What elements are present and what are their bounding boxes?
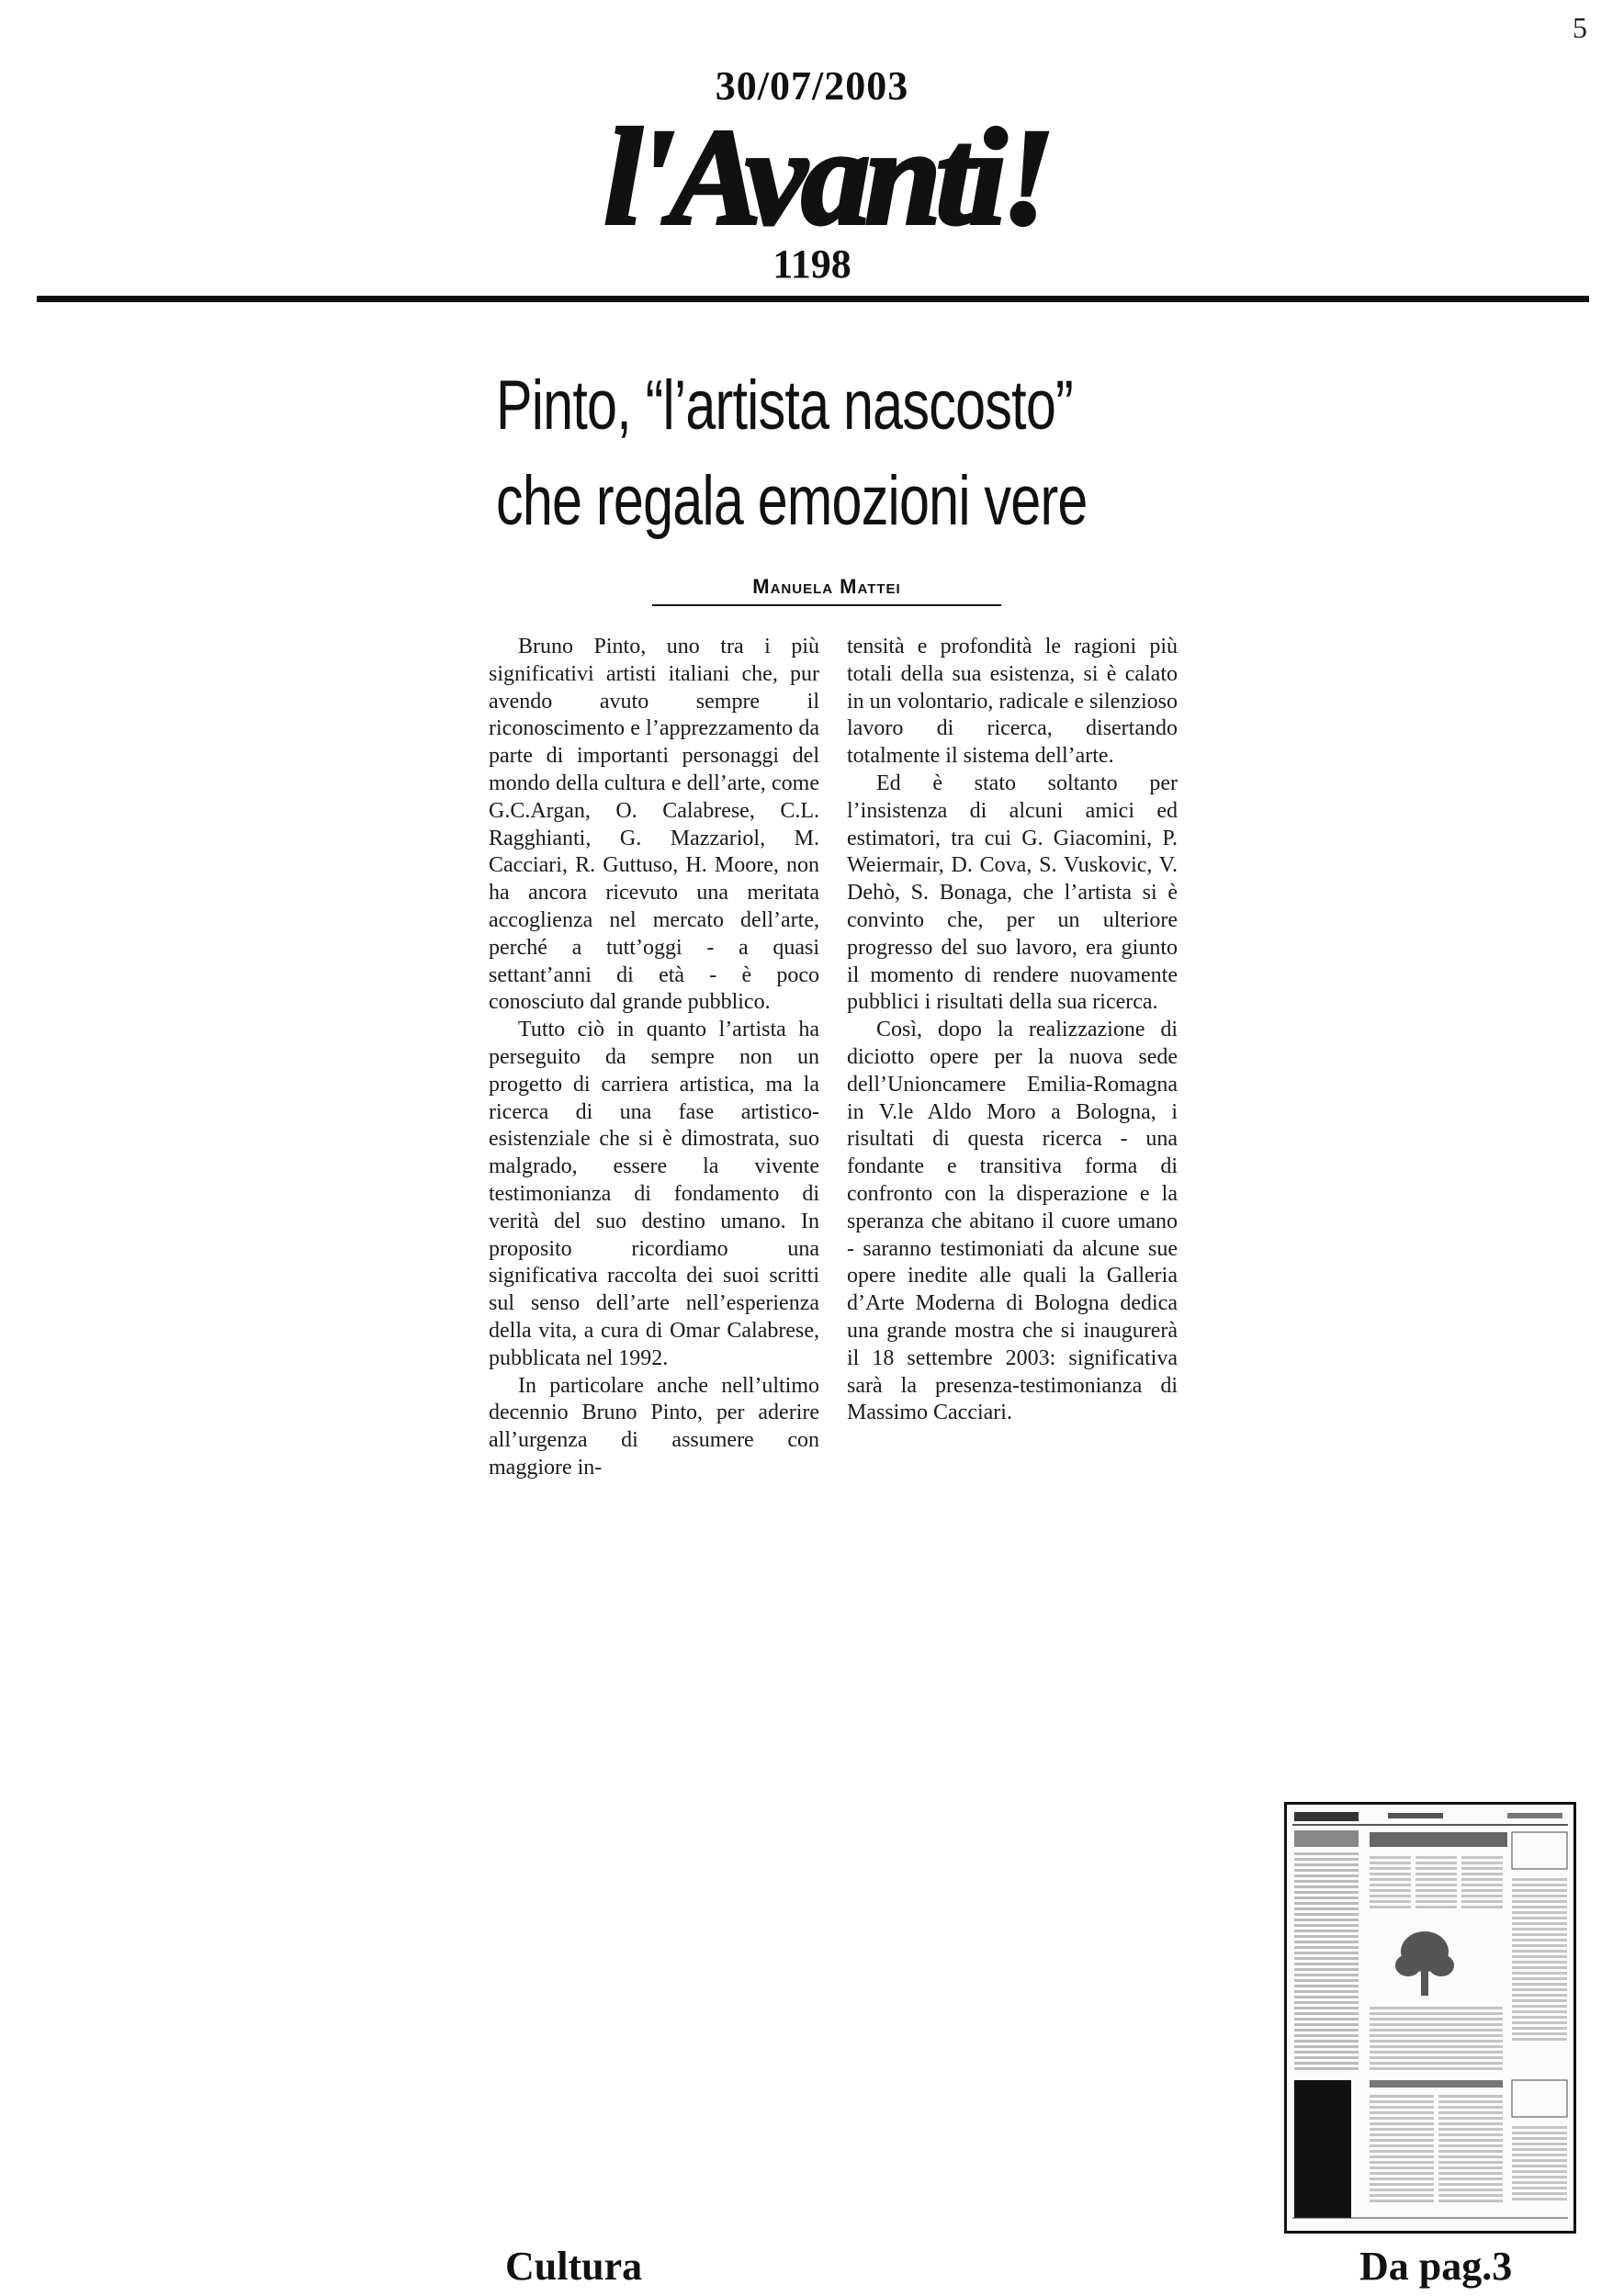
section-label: Cultura [505, 2244, 643, 2289]
page-reference: Da pag.3 [1359, 2244, 1513, 2289]
headline-line-1: Pinto, “l’artista nascosto” [496, 366, 1073, 445]
article-column-right [847, 634, 1178, 1427]
paragraph: Bruno Pinto, uno tra i più significativi artisti italiani che, pur avendo avuto sempre il riconoscimento e l’apprezzamento da parte di importanti personaggi del mondo della cultura e dell’arte, come G.C.Argan, O. Calabrese, C.L. Ragghianti, G. Mazzariol, M. Cacciari, R. Guttuso, H. Moore, non ha ancora ricevuto una meritata accoglienza nel mercato dell’arte, perché a tutt’oggi - a quasi settant’anni di età - è poco conosciuto dal grande pubblico. [489, 635, 819, 1015]
page-number: 5 [1573, 11, 1587, 44]
thumbnail-image [1287, 1805, 1573, 2231]
byline-divider [652, 604, 1001, 606]
article-byline: Manuela Mattei [752, 575, 901, 598]
masthead [0, 96, 1624, 253]
paragraph: tensità e profondità le ragioni più totali della sua esistenza, si è calato in un volontario, radicale e silenzioso lavoro di ricerca, disertando totalmente il sistema dell’arte. [847, 635, 1178, 769]
paragraph: Ed è stato soltanto per l’insistenza di alcuni amici ed estimatori, tra cui G. Giacomini, P. Weiermair, D. Cova, S. Vuskovic, V. Dehò, S. Bonaga, che l’artista si è convinto che, per un ulteriore progresso del suo lavoro, era giunto il momento di rendere nuovamente pubblici i risultati della sua ricerca. [847, 771, 1178, 1015]
masthead-text: l'Avanti! [603, 101, 1050, 253]
article-column-left [489, 634, 819, 1482]
top-divider [37, 296, 1589, 302]
paragraph: Tutto ciò in quanto l’artista ha perseguito da sempre non un progetto di carriera artistica, ma la ricerca di una fase artistico-esistenziale che si è dimostrata, suo malgrado, essere la vivente testimonianza di fondamento di verità del suo destino umano. In proposito ricordiamo una significativa raccolta dei suoi scritti sul senso dell’arte nell’esperienza della vita, a cura di Omar Calabrese, pubblicata nel 1992. [489, 1018, 819, 1370]
paragraph: In particolare anche nell’ultimo decennio Bruno Pinto, per aderire all’urgenza di assumere con maggiore in- [489, 1373, 819, 1480]
clip-code: 1198 [773, 242, 851, 287]
masthead-logo [514, 96, 1139, 253]
headline-line-2: che regala emozioni vere [496, 462, 1088, 540]
clip-date: 30/07/2003 [715, 63, 909, 108]
paragraph: Così, dopo la realizzazione di diciotto opere per la nuova sede dell’Unioncamere Emilia-Romagna in V.le Aldo Moro a Bologna, i risultati di questa ricerca - una fondante e transitiva forma di confronto con la disperazione e la speranza che abitano il cuore umano - saranno testimoniati da alcune sue opere inedite alle quali la Galleria d’Arte Moderna di Bologna dedica una grande mostra che si inaugurerà il 18 settembre 2003: significativa sarà la presenza-testimonianza di Massimo Cacciari. [847, 1018, 1178, 1425]
page-thumbnail [1284, 1802, 1576, 2234]
article-headline [496, 358, 1088, 549]
